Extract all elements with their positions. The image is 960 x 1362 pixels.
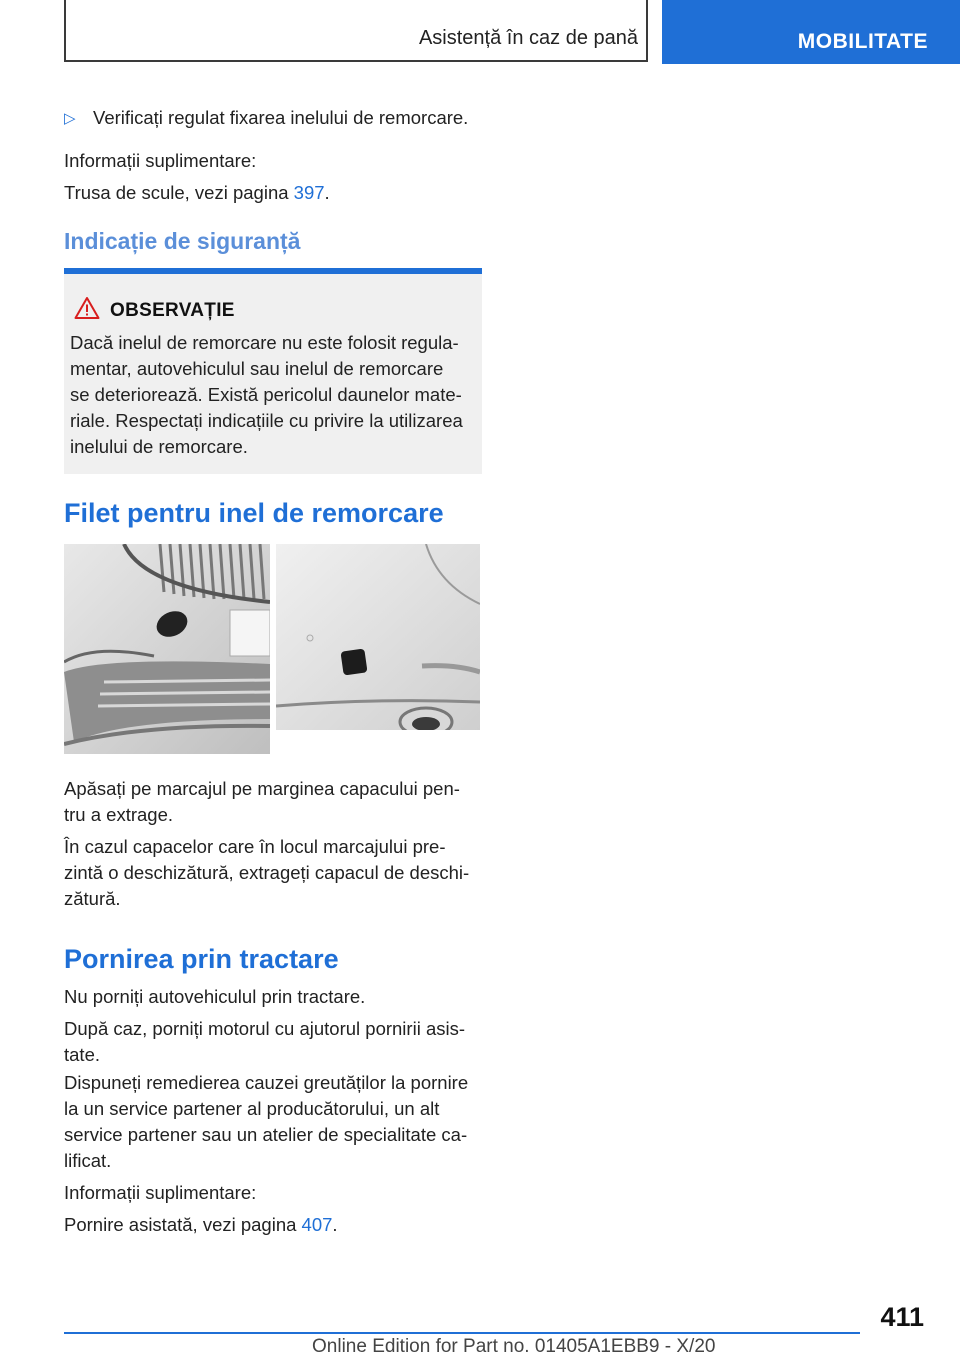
header-section-box [64,0,648,62]
notice-line: mentar, autovehiculul sau inelul de remorcare [70,358,444,379]
header-chapter-tab [662,0,960,64]
notice-line: inelului de remorcare. [70,436,248,457]
header-chapter-title: MOBILITATE [797,30,928,53]
notice-title: OBSERVAȚIE [110,300,235,321]
safety-heading: Indicație de siguranță [64,228,301,254]
notice-box [64,268,482,474]
towstart-paragraph-2: După caz, porniți motorul cu ajutorul pornirii asis- tate. [64,1018,466,1065]
bullet-triangle-icon: ▷ [64,110,76,127]
footer-divider [64,1332,860,1334]
towstart-reference: Pornire asistată, vezi pagina 407. [64,1214,338,1235]
front-bumper-photo [64,544,270,754]
page-number: 411 [880,1302,924,1332]
notice-line: Dacă inelul de remorcare nu este folosit regula- [70,332,459,353]
intro-reference: Trusa de scule, vezi pagina 397. [64,182,330,203]
towstart-heading: Pornirea prin tractare [64,944,339,974]
rear-bumper-illustration [276,544,480,730]
towstart-info-label: Informații suplimentare: [64,1182,257,1203]
thread-paragraph-1: Apăsați pe marcajul pe marginea capacului pen- tru a extrage. [64,778,460,825]
towstart-paragraph-3: Dispuneți remedierea cauzei greutăților la pornire la un service partener al producătorului, un alt service partener sau un atelier de specialitate ca- lificat. [64,1072,469,1171]
thread-heading: Filet pentru inel de remorcare [64,498,444,528]
front-bumper-illustration [64,544,270,754]
notice-line: se deteriorează. Există pericolul daunelor mate- [70,384,462,405]
intro-bullet-text: Verificați regulat fixarea inelului de remorcare. [93,107,469,128]
notice-line: riale. Respectați indicațiile cu privire la utilizarea [70,410,463,431]
warning-triangle-icon [74,296,100,320]
page-link-397[interactable]: 397 [293,182,325,203]
header-section-title: Asistență în caz de pană [418,27,638,49]
rear-bumper-photo [276,544,480,730]
notice-body [70,330,476,460]
intro-info-label: Informații suplimentare: [64,150,257,171]
intro-bullet-item [64,105,482,133]
towstart-paragraph-1: Nu porniți autovehiculul prin tractare. [64,986,366,1007]
page-link-407[interactable]: 407 [301,1214,333,1235]
thread-paragraph-2: În cazul capacelor care în locul marcajului pre- zintă o deschizătură, extrageți capacul de deschi- zătură. [64,836,470,909]
footer-edition: Online Edition for Part no. 01405A1EBB9 - X/20 [312,1336,716,1357]
